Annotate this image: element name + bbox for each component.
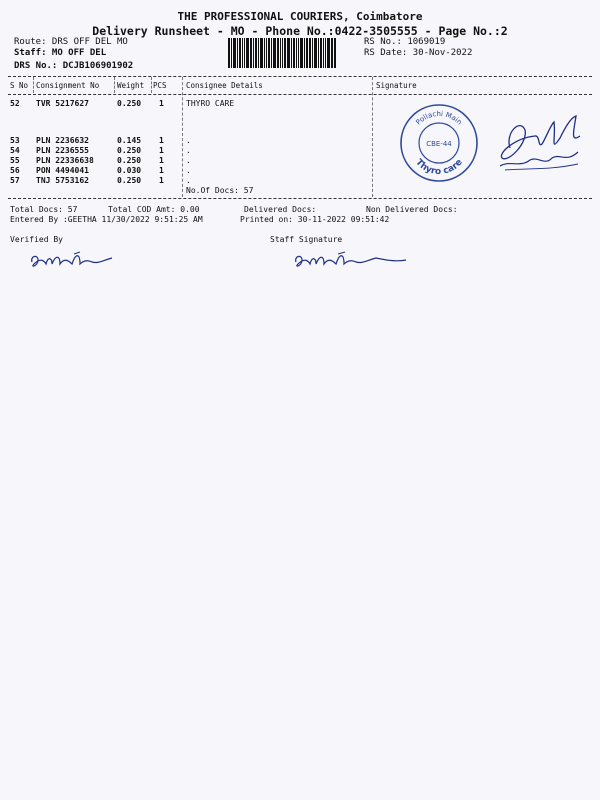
row-sno: 55 xyxy=(10,156,20,165)
row-pcs: 1 xyxy=(159,176,164,185)
table-header-rule xyxy=(8,94,592,95)
row-sno: 57 xyxy=(10,176,20,185)
col-consignee: Consignee Details xyxy=(186,81,263,90)
table-bottom-rule xyxy=(8,198,592,199)
rs-number: RS No.: 1069019 xyxy=(364,37,446,47)
stamp-line1: Thyro care xyxy=(413,157,465,178)
recipient-signature xyxy=(490,108,590,180)
col-weight: Weight xyxy=(117,81,145,90)
row-consignee: . xyxy=(186,136,191,145)
col-sno: S No xyxy=(10,81,29,90)
row-weight: 0.250 xyxy=(117,156,142,165)
route-label: Route: DRS OFF DEL MO xyxy=(14,37,128,47)
row-sno: 52 xyxy=(10,99,20,108)
row-pcs: 1 xyxy=(159,99,164,108)
staff-label: Staff: MO OFF DEL xyxy=(14,48,107,58)
staff-signature xyxy=(290,246,410,272)
col-consignment: Consignment No xyxy=(36,81,100,90)
rs-date: RS Date: 30-Nov-2022 xyxy=(364,48,473,58)
row-weight: 0.250 xyxy=(117,176,142,185)
stamp-line2: Pollachi Main xyxy=(414,109,464,127)
row-consignment: TNJ 5753162 xyxy=(36,176,89,185)
row-consignment: PLN 2236555 xyxy=(36,146,89,155)
barcode xyxy=(228,38,356,68)
delivered-docs: Delivered Docs: xyxy=(244,205,317,214)
row-weight: 0.250 xyxy=(117,146,142,155)
verified-by-label: Verified By xyxy=(10,235,63,244)
verifier-signature xyxy=(28,246,118,272)
row-consignment: TVR 5217627 xyxy=(36,99,89,108)
row-weight: 0.030 xyxy=(117,166,142,175)
col-signature: Signature xyxy=(376,81,417,90)
svg-text:Pollachi Main xyxy=(414,110,463,127)
total-docs: Total Docs: 57 xyxy=(10,205,78,214)
row-consignee: . xyxy=(186,146,191,155)
no-of-docs: No.Of Docs: 57 xyxy=(186,186,254,195)
row-sno: 56 xyxy=(10,166,20,175)
row-consignment: PLN 22336638 xyxy=(36,156,94,165)
row-consignee: . xyxy=(186,166,191,175)
row-consignment: PLN 2236632 xyxy=(36,136,89,145)
drs-number: DRS No.: DCJB106901902 xyxy=(14,61,134,71)
company-title: THE PROFESSIONAL COURIERS, Coimbatore xyxy=(177,10,423,23)
col-pcs: PCS xyxy=(153,81,167,90)
stamp-code: CBE-44 xyxy=(426,140,452,148)
row-weight: 0.145 xyxy=(117,136,142,145)
row-sno: 54 xyxy=(10,146,20,155)
row-weight: 0.250 xyxy=(117,99,142,108)
non-delivered-docs: Non Delivered Docs: xyxy=(366,205,458,214)
entered-by: Entered By :GEETHA 11/30/2022 9:51:25 AM xyxy=(10,215,203,224)
row-pcs: 1 xyxy=(159,156,164,165)
row-pcs: 1 xyxy=(159,166,164,175)
row-consignee: . xyxy=(186,156,191,165)
row-pcs: 1 xyxy=(159,146,164,155)
row-consignee: THYRO CARE xyxy=(186,99,235,108)
table-top-rule xyxy=(8,76,592,77)
svg-text:Thyro care xyxy=(413,158,464,178)
runsheet-subtitle: Delivery Runsheet - MO - Phone No.:0422-3505555 - Page No.:2 xyxy=(92,24,508,38)
row-consignment: PON 4494041 xyxy=(36,166,89,175)
row-pcs: 1 xyxy=(159,136,164,145)
row-consignee: . xyxy=(186,176,191,185)
staff-signature-label: Staff Signature xyxy=(270,235,343,244)
printed-on: Printed on: 30-11-2022 09:51:42 xyxy=(240,215,390,224)
total-cod: Total COD Amt: 0.00 xyxy=(108,205,200,214)
company-stamp xyxy=(398,102,480,184)
row-sno: 53 xyxy=(10,136,20,145)
